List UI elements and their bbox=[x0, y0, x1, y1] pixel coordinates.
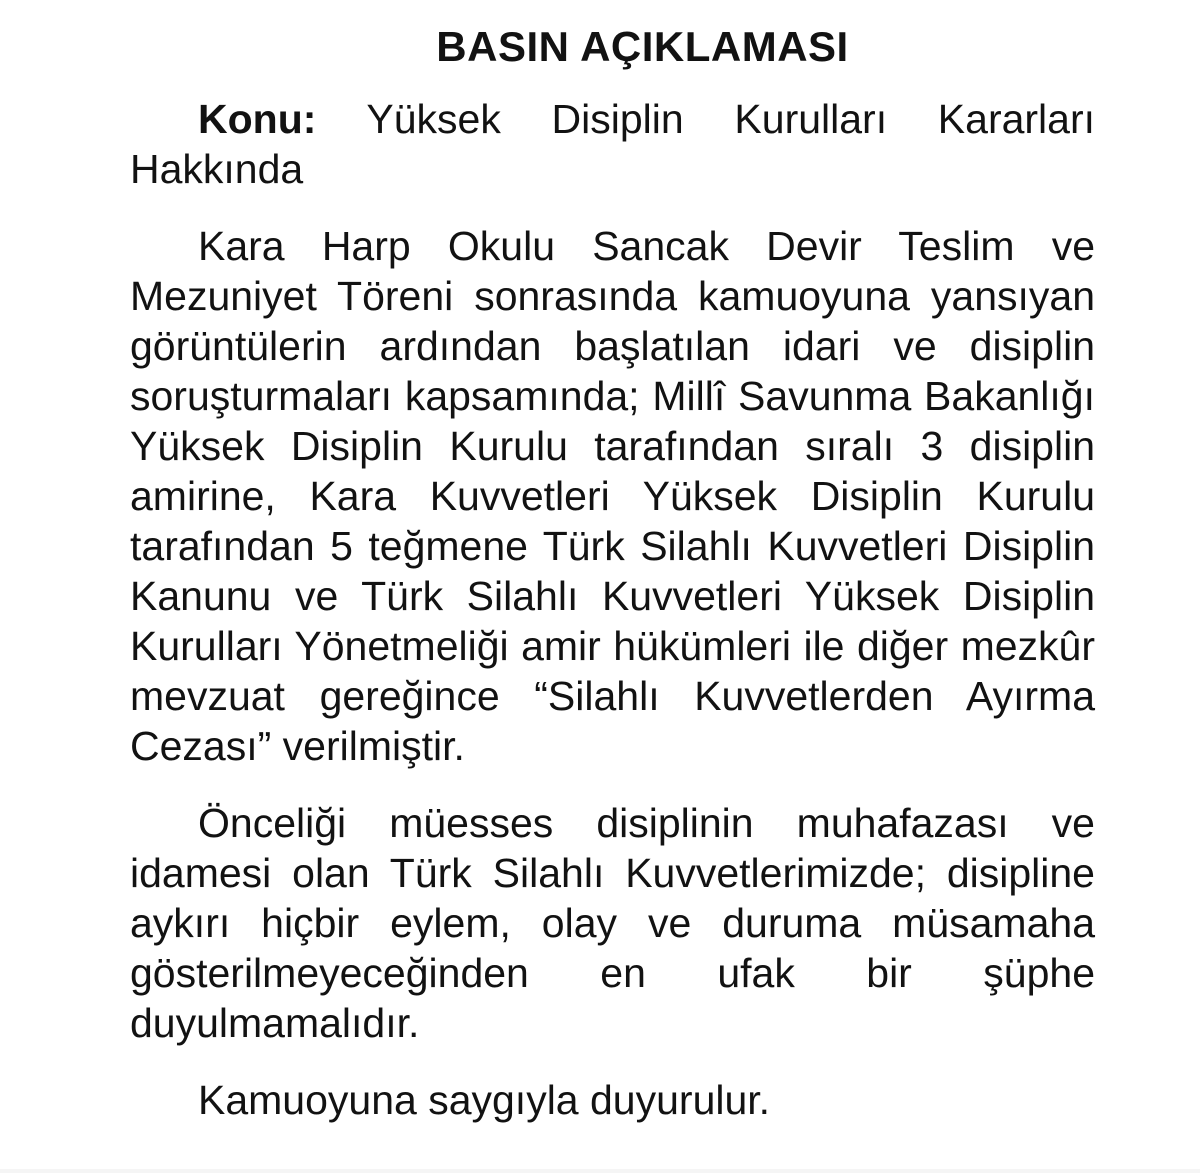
subject-label: Konu: bbox=[198, 96, 317, 142]
subject-text: Yüksek Disiplin Kurulları Kararları Hakkında bbox=[130, 96, 1096, 192]
bottom-edge-shadow bbox=[0, 1169, 1200, 1173]
closing-paragraph: Kamuoyuna saygıyla duyurulur. bbox=[198, 1077, 771, 1123]
document-title: BASIN AÇIKLAMASI bbox=[436, 23, 849, 70]
body-paragraph-2: Önceliği müesses disiplinin muhafazası ve idamesi olan Türk Silahlı Kuvvetlerimizde; disipline aykırı hiçbir eylem, olay ve duruma müsamaha gösterilmeyeceğinden en ufak bir şüphe duyulmamalıdır. bbox=[130, 800, 1095, 1046]
subject-paragraph bbox=[130, 94, 1095, 194]
body-paragraph-1: Kara Harp Okulu Sancak Devir Teslim ve Mezuniyet Töreni sonrasında kamuoyuna yansıyan görüntülerin ardından başlatılan idari ve disiplin soruşturmaları kapsamında; Millî Savunma Bakanlığı Yüksek Disiplin Kurulu tarafından sıralı 3 disiplin amirine, Kara Kuvvetleri Yüksek Disiplin Kurulu tarafından 5 teğmene Türk Silahlı Kuvvetleri Disiplin Kanunu ve Türk Silahlı Kuvvetleri Yüksek Disiplin Kurulları Yönetmeliği amir hükümleri ile diğer mezkûr mevzuat gereğince “Silahlı Kuvvetlerden Ayırma Cezası” verilmiştir. bbox=[130, 223, 1095, 769]
